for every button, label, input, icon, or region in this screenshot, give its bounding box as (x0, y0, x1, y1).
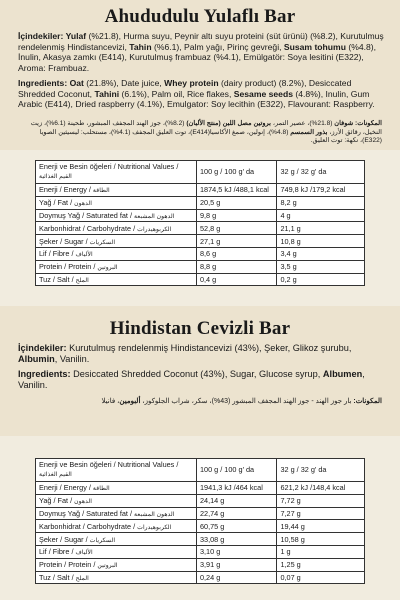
value-per32g-text: 7,72 g (280, 496, 301, 506)
value-per32g-text: 621,2 kJ /148,4 kcal (280, 483, 346, 493)
nutrient-label-arabic: الكربوهيدرات (137, 225, 172, 233)
table-header-row (36, 459, 365, 482)
nutrient-label-text: Tuz / Salt / (39, 572, 74, 582)
nutrient-label-arabic: السكريات (89, 536, 116, 544)
value-per32g-text: 19,44 g (280, 521, 305, 531)
value-per32g (277, 235, 365, 248)
nutrient-label (36, 247, 197, 260)
ingredient-segment: (4.8%), Inulin, Gum Arabic (E414), Dried raspberry (4.1%), Emulgator: Soy lecithin (E322), Flavourant: Raspberry. (18, 88, 375, 110)
nutrient-label-text: Şeker / Sugar / (39, 534, 88, 544)
ingredient-segment: (%21.8), Hurma suyu, Peynir altı suyu proteini (süt ürünü) (%8.2), Kurutulmuş rendelenmiş Hindistancevizi, (18, 31, 384, 52)
table-row (36, 235, 365, 248)
nutrient-label-arabic: الملح (75, 276, 89, 284)
nutrient-label (36, 558, 197, 571)
value-per32g-text: 1,25 g (280, 560, 301, 570)
value-per32g (277, 533, 365, 546)
nutrient-label-text: Karbonhidrat / Carbohydrate / (39, 521, 136, 531)
header-per100g-text: 100 g / 100 g' da (199, 464, 255, 474)
nutrient-label-arabic: الدهون المشبعة (134, 510, 175, 518)
nutrient-label-arabic: البروتين (97, 264, 118, 272)
nutrient-label-arabic: الألياف (75, 251, 93, 259)
value-per100g (196, 507, 276, 520)
value-per32g (277, 545, 365, 558)
value-per32g-text: 8,2 g (280, 198, 297, 208)
ingredient-segment: Ingredients: (18, 369, 74, 379)
nutrient-label (36, 184, 197, 197)
header-label (36, 161, 197, 184)
nutrient-label-arabic: الدهون المشبعة (134, 212, 175, 220)
ingredient-segment: (4.8%)، إنولين، صمغ الأكاسيا(E414)، توت العليق المجفف (4.1%)، مستحلب: ليسيثين الصويا (E322)، نكهة: توت العليق. (39, 128, 382, 145)
nutrient-label-text: Tuz / Salt / (39, 274, 74, 284)
value-per100g (196, 184, 276, 197)
nutrient-label (36, 545, 197, 558)
ingredient-segment: , Vanilin. (54, 354, 90, 365)
value-per100g-text: 33,08 g (199, 534, 225, 544)
table-row (36, 222, 365, 235)
nutrient-label-arabic: الدهون (74, 200, 92, 208)
value-per100g-text: 1874,5 kJ /488,1 kcal (199, 185, 269, 195)
ingredient-segment: (%6.1), Palm yağı, Pirinç gevreği, (151, 41, 284, 52)
table-row (36, 260, 365, 273)
value-per32g (277, 247, 365, 260)
value-per32g-text: 0,2 g (280, 274, 297, 284)
product2-ingredients-ar (16, 397, 382, 407)
nutrient-label-text: Yağ / Fat / (39, 198, 73, 208)
product1-ingredients-en (18, 78, 384, 110)
ingredient-segment: Ingredients: (18, 78, 70, 88)
value-per32g-text: 0,07 g (280, 572, 301, 582)
value-per100g-text: 60,75 g (199, 521, 225, 531)
value-per32g (277, 494, 365, 507)
ingredient-segment: İçindekiler: (18, 31, 66, 41)
value-per100g (196, 494, 276, 507)
nutrient-label (36, 520, 197, 533)
header-per32g-text: 32 g / 32 g' da (280, 166, 327, 176)
nutrient-label (36, 533, 197, 546)
value-per100g (196, 533, 276, 546)
product2-nutrition-table (35, 458, 365, 584)
ingredient-segment: İçindekiler: (18, 343, 70, 353)
ingredient-segment: (21.8%)، عصير التمر، (271, 120, 335, 127)
ingredient-segment: Yulaf (65, 31, 87, 41)
value-per100g (196, 482, 276, 495)
header-label (36, 459, 197, 482)
value-per32g-text: 7,27 g (280, 508, 301, 518)
header-label-text: Enerji ve Besin öğeleri / Nutritional Values / (39, 162, 179, 171)
value-per100g-text: 3,91 g (199, 560, 221, 570)
value-per100g (196, 273, 276, 286)
value-per32g (277, 184, 365, 197)
table-row (36, 184, 365, 197)
value-per100g-text: 3,10 g (199, 547, 221, 557)
value-per100g-text: 8,8 g (199, 262, 217, 272)
ingredient-segment: (21.8%), Date juice, (83, 78, 165, 88)
table-row (36, 247, 365, 260)
ingredient-segment: Kurutulmuş rendelenmiş Hindistancevizi (43%), Şeker, Glikoz şurubu, (69, 343, 352, 353)
nutrient-label-text: Doymuş Yağ / Saturated fat / (39, 210, 133, 220)
table-row (36, 482, 365, 495)
ingredient-segment: بار جوز الهند - جوز الهند المجفف المبشور (43%)، سكر، شراب الجلوكوز، (140, 398, 352, 405)
value-per100g (196, 260, 276, 273)
value-per32g (277, 507, 365, 520)
nutrient-label (36, 482, 197, 495)
value-per32g (277, 571, 365, 584)
value-per100g-text: 0,4 g (199, 274, 217, 284)
value-per32g-text: 749,8 kJ /179,2 kcal (280, 185, 346, 195)
nutrient-label (36, 273, 197, 286)
product2-title: Hindistan Cevizli Bar (109, 318, 291, 339)
nutrient-label (36, 209, 197, 222)
value-per32g (277, 558, 365, 571)
header-label-arabic: القيم الغذائية (39, 172, 72, 180)
ingredient-segment: (dairy product) (8.2%), Desiccated Shredded Coconut, (18, 78, 352, 99)
product1-ingredients-ar (16, 120, 382, 146)
nutrient-label (36, 260, 197, 273)
value-per32g (277, 260, 365, 273)
header-per100g (196, 161, 276, 184)
ingredient-segment: (8.2%)، جوز الهند المجفف المبشور، طحينة (6.1%)، زيت النخيل، رقائق الأرز، (30, 120, 382, 136)
value-per100g (196, 247, 276, 260)
ingredient-segment: Albumin (18, 354, 55, 365)
value-per100g-text: 27,1 g (199, 236, 221, 246)
header-per32g (277, 459, 365, 482)
product2-ingredients-en (18, 369, 384, 391)
ingredient-segment: , Vanilin. (18, 369, 365, 391)
value-per100g-text: 0,24 g (199, 572, 221, 582)
product2-ingredients-tr (18, 343, 384, 365)
nutrient-label-text: Lif / Fibre / (39, 547, 74, 557)
ingredient-segment: شوفان (334, 120, 354, 127)
header-per32g-text: 32 g / 32 g' da (280, 464, 327, 474)
value-per100g-text: 9,8 g (199, 210, 217, 220)
ingredient-segment: بروتين مصل اللبن (منتج الألبان) (186, 120, 272, 127)
nutrient-label-arabic: الطاقة (92, 187, 110, 195)
value-per100g (196, 545, 276, 558)
header-label-text: Enerji ve Besin öğeleri / Nutritional Values / (39, 460, 179, 469)
ingredient-segment: Whey protein (164, 78, 219, 88)
header-per32g (277, 161, 365, 184)
table-row (36, 209, 365, 222)
nutrient-label-text: Lif / Fibre / (39, 249, 74, 259)
ingredient-segment: Desiccated Shredded Coconut (43%), Sugar, Glucose syrup, (73, 369, 323, 379)
nutrient-label-text: Enerji / Energy / (39, 483, 91, 493)
ingredient-segment: Albumen (322, 369, 363, 379)
product1-ingredients-tr (18, 31, 384, 73)
value-per32g-text: 4 g (280, 210, 291, 220)
value-per32g-text: 10,58 g (280, 534, 305, 544)
nutrient-label-text: Yağ / Fat / (39, 496, 73, 506)
value-per100g (196, 571, 276, 584)
ingredient-segment: Tahini (94, 88, 120, 99)
value-per32g (277, 482, 365, 495)
nutrient-label (36, 494, 197, 507)
nutrient-label-arabic: الكربوهيدرات (137, 523, 172, 531)
ingredient-segment: (6.1%), Palm oil, Rice flakes, (119, 88, 234, 99)
nutrient-label (36, 507, 197, 520)
nutrient-label-arabic: الألياف (75, 549, 93, 557)
header-per100g-text: 100 g / 100 g' da (199, 166, 255, 176)
value-per32g (277, 196, 365, 209)
nutrient-label-arabic: السكريات (89, 238, 116, 246)
value-per32g (277, 273, 365, 286)
value-per100g (196, 209, 276, 222)
nutrient-label-text: Protein / Protein / (39, 262, 96, 272)
table-header-row (36, 161, 365, 184)
nutrient-label (36, 235, 197, 248)
table-row (36, 494, 365, 507)
product1-title: Ahududulu Yulaflı Bar (104, 6, 296, 27)
value-per100g-text: 1941,3 kJ /464 kcal (199, 483, 263, 493)
ingredient-segment: Sesame seeds (233, 88, 293, 99)
table-row (36, 545, 365, 558)
header-per100g (196, 459, 276, 482)
value-per100g-text: 22,74 g (199, 508, 225, 518)
ingredient-segment: Tahin (129, 41, 152, 52)
nutrient-label (36, 222, 197, 235)
value-per100g (196, 196, 276, 209)
ingredient-segment: بذور السمسم (290, 128, 328, 136)
nutrient-label-text: Protein / Protein / (39, 560, 96, 570)
value-per32g-text: 1 g (280, 547, 291, 557)
value-per100g-text: 24,14 g (199, 496, 225, 506)
nutrient-label-arabic: الطاقة (92, 485, 110, 493)
nutrient-label (36, 571, 197, 584)
nutrient-label-arabic: الدهون (74, 498, 92, 506)
value-per32g-text: 3,4 g (280, 249, 297, 259)
nutrient-label-text: Karbonhidrat / Carbohydrate / (39, 223, 136, 233)
value-per100g (196, 222, 276, 235)
ingredient-segment: المكونات: (353, 120, 382, 127)
ingredient-segment: المكونات: (351, 398, 382, 405)
value-per32g (277, 209, 365, 222)
value-per100g-text: 52,8 g (199, 223, 221, 233)
value-per32g (277, 222, 365, 235)
product1-nutrition-table (35, 160, 365, 286)
table-row (36, 507, 365, 520)
table-row (36, 196, 365, 209)
ingredient-segment: Oat (69, 78, 84, 88)
table-row (36, 571, 365, 584)
ingredient-segment: (%4.8), İnulin, Akasya zamkı (E414), Kurutulmuş frambuaz (%4.1), Emülgatör: Soya lesitini (E322), Aroma: Frambuaz. (18, 41, 377, 73)
nutrient-label (36, 196, 197, 209)
nutrient-label-text: Enerji / Energy / (39, 185, 91, 195)
table-row (36, 558, 365, 571)
value-per32g-text: 3,5 g (280, 262, 297, 272)
nutrient-label-text: Şeker / Sugar / (39, 236, 88, 246)
value-per32g-text: 21,1 g (280, 223, 301, 233)
ingredient-segment: Susam tohumu (283, 41, 346, 52)
nutrient-label-arabic: البروتين (97, 562, 118, 570)
value-per100g (196, 558, 276, 571)
table-row (36, 520, 365, 533)
value-per100g (196, 235, 276, 248)
table-row (36, 533, 365, 546)
value-per32g-text: 10,8 g (280, 236, 301, 246)
value-per100g-text: 20,5 g (199, 198, 221, 208)
table-row (36, 273, 365, 286)
header-label-arabic: القيم الغذائية (39, 470, 72, 478)
value-per32g (277, 520, 365, 533)
value-per100g-text: 8,6 g (199, 249, 217, 259)
nutrient-label-text: Doymuş Yağ / Saturated fat / (39, 508, 133, 518)
value-per100g (196, 520, 276, 533)
nutrient-label-arabic: الملح (75, 574, 89, 582)
ingredient-segment: ألبومين (119, 398, 141, 405)
ingredient-segment: ، فانيلا (101, 398, 120, 405)
